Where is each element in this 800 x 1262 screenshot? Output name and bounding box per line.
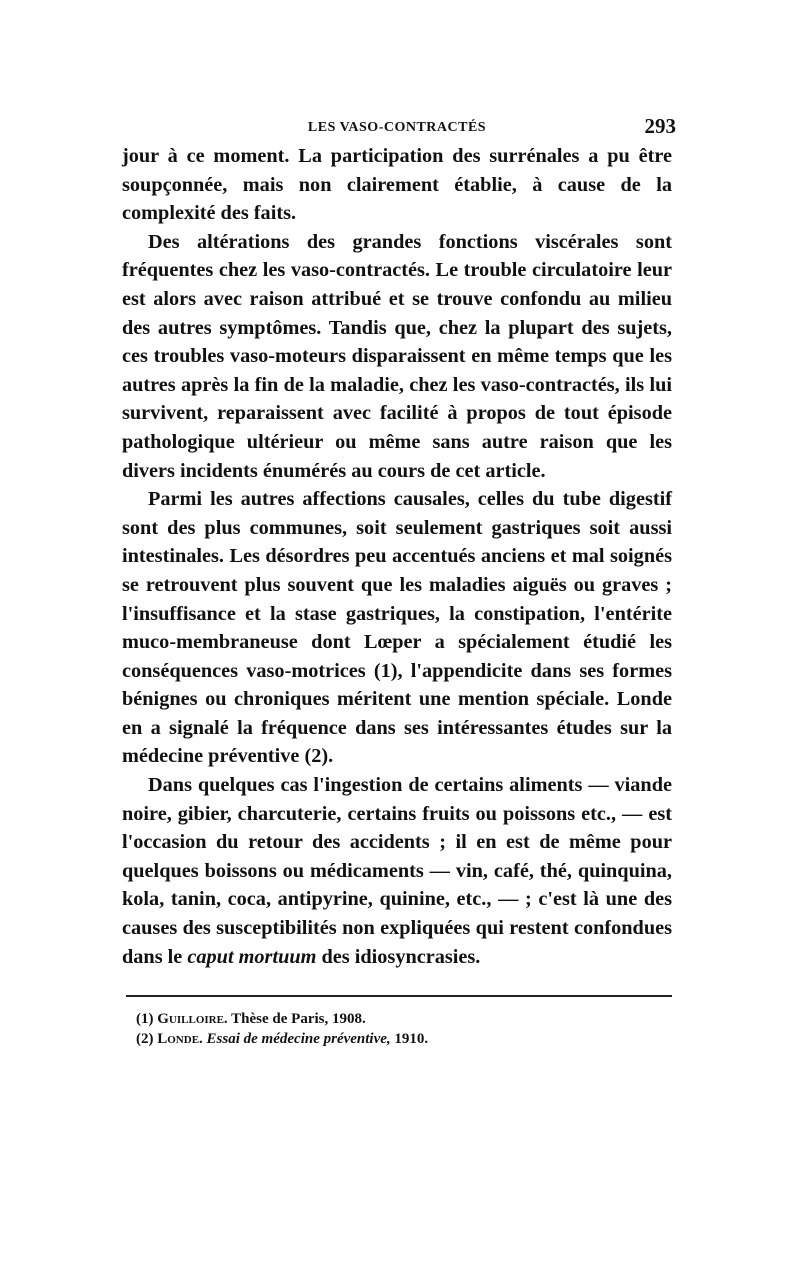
paragraph-2: Des altérations des grandes fonctions viscérales sont fréquentes chez les vaso-contractés. Le trouble circulatoire leur est alors avec raison attribué et se trouve confondu au milieu des autres symptômes. Tandis que, chez la plupart des sujets, ces troubles vaso-moteurs disparaissent en même temps que les autres après la fin de la maladie, chez les vaso-contractés, ils lui survivent, reparaissent avec facilité à propos de tout épisode pathologique ultérieur ou même sans autre raison que les divers incidents énumérés au cours de cet article.	[122, 230, 672, 482]
paragraph-4-text-end: des idiosyncrasies.	[316, 945, 481, 968]
running-title: LES VASO-CONTRACTÉS	[307, 120, 487, 135]
footnote-2-title: Essai de médecine préventive,	[206, 1031, 391, 1048]
footnote-1-year: 1908.	[332, 1011, 366, 1028]
footnotes	[136, 1009, 672, 1049]
footnote-1-marker: (1)	[136, 1011, 154, 1028]
running-header	[122, 112, 676, 142]
footnote-1-author: Guilloire.	[157, 1011, 228, 1028]
body-text	[122, 142, 672, 971]
footnote-2-author: Londe.	[157, 1031, 203, 1048]
page-number: 293	[644, 114, 676, 138]
footnote-2	[136, 1029, 672, 1049]
footnote-divider	[126, 995, 672, 997]
paragraph-4-italic-term: caput mortuum	[187, 945, 317, 968]
footnote-2-year: 1910.	[394, 1031, 429, 1048]
paragraph-1: jour à ce moment. La participation des surrénales a pu être soupçonnée, mais non clairement établie, à cause de la complexité des faits.	[122, 145, 672, 225]
paragraph-3: Parmi les autres affections causales, celles du tube digestif sont des plus communes, soit seulement gastriques soit aussi intestinales. Les désordres peu accentués anciens et mal soignés se retrouvent plus souvent que les maladies aiguës ou graves ; l'insuffisance et la stase gastriques, la constipation, l'entérite muco-membraneuse dont Lœper a spécialement étudié les conséquences vaso-motrices (1), l'appendicite dans ses formes bénignes ou chroniques méritent une mention spéciale. Londe en a signalé la fréquence dans ses intéressantes études sur la médecine préventive (2).	[122, 488, 672, 768]
book-page	[122, 112, 676, 1049]
paragraph-4-text-start: Dans quelques cas l'ingestion de certains aliments — viande noire, gibier, charcuterie, certains fruits ou poissons etc., — est l'occasion du retour des accidents ; il en est de même pour quelques boissons ou médicaments — vin, café, thé, quinquina, kola, tanin, coca, antipyrine, quinine, etc., — ; c'est là une des causes des susceptibilités non expliquées qui restent confondues dans le	[122, 774, 672, 968]
footnote-2-marker: (2)	[136, 1031, 154, 1048]
paragraph-4	[122, 771, 672, 971]
footnote-1	[136, 1009, 672, 1029]
footnote-1-title: Thèse de Paris,	[231, 1011, 329, 1028]
